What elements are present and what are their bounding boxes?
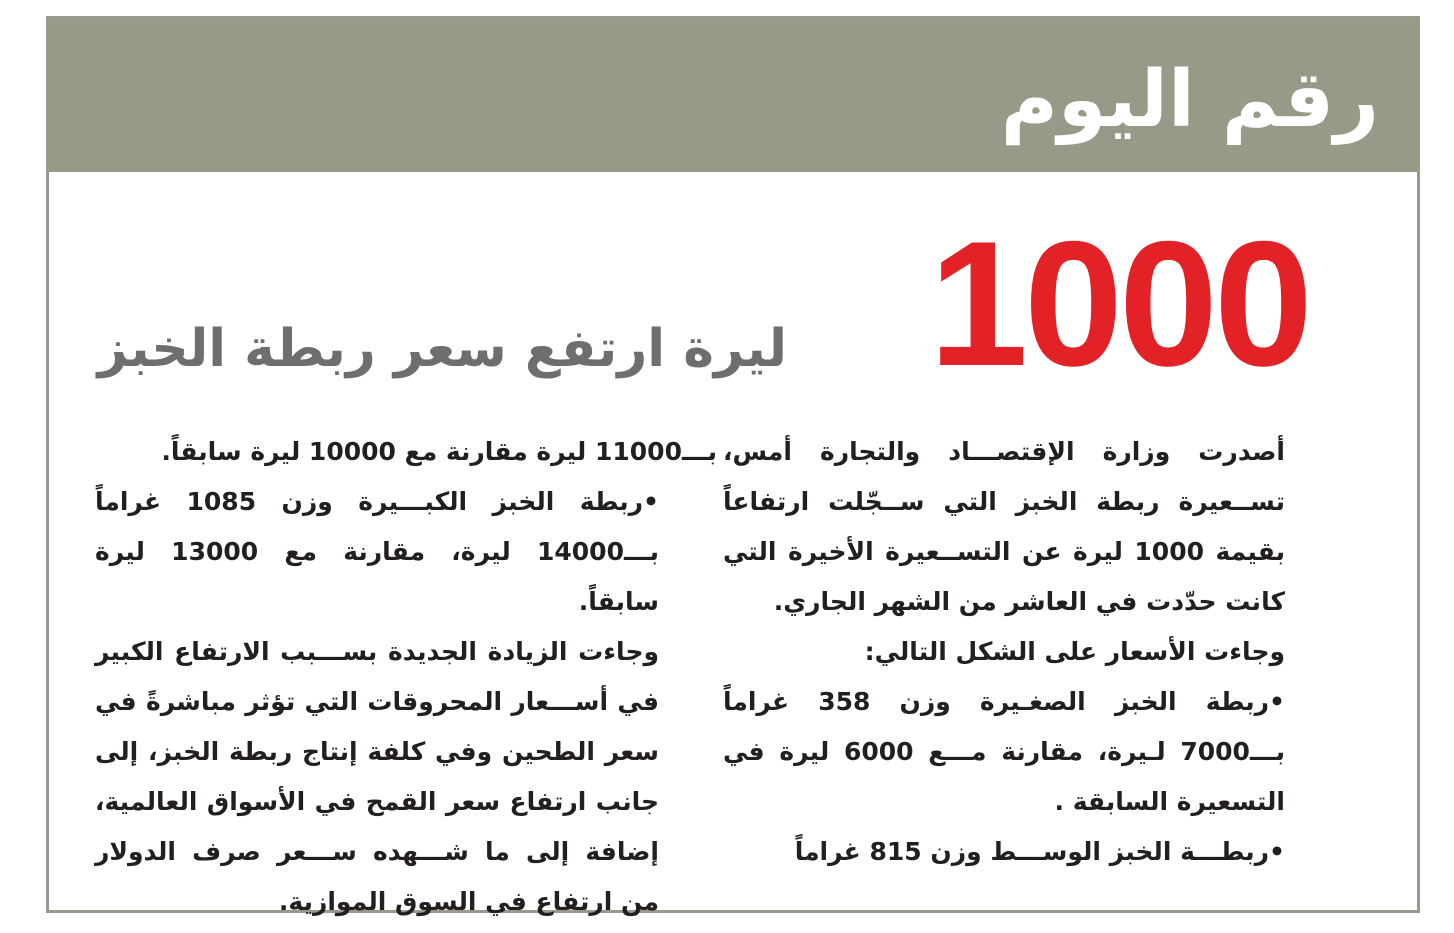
article-paragraph: بـــ11000 ليرة مقارنة مع 10000 ليرة سابقاً. (161, 437, 717, 466)
article-column-right (723, 427, 1343, 877)
article-paragraph: وجاءت الأسعار على الشكل التالي: (864, 637, 1285, 666)
section-title: رقم اليوم (1000, 55, 1379, 145)
article-bullet-item: •ربطة الخبز الكبـــيرة وزن 1085 غراماً بـــ14000 ليرة، مقارنة مع 13000 ليرة سابقاً. (95, 487, 659, 616)
header-band (49, 19, 1417, 172)
headline-subtitle: ليرة ارتفع سعر ربطة الخبز (97, 319, 787, 379)
article-bullet-item: •ربطـــة الخبز الوســـط وزن 815 غراماً (794, 837, 1285, 866)
article-paragraph: وجاءت الزيادة الجديدة بســـبب الارتفاع الكبير في أســـعار المحروقات التي تؤثر مباشرةً في سعر الطحين وفي كلفة إنتاج ربطة الخبز، إلى جانب ارتفاع سعر القمح في الأسواق العالمية، إضافة إلى ما شـــهده ســـعر صرف الدولار من ارتفاع في السوق الموازية. (95, 637, 659, 916)
article-column-left (95, 427, 717, 927)
headline-number: 1000 (929, 204, 1309, 403)
article-box (46, 16, 1420, 916)
article-paragraph: أصدرت وزارة الإقتصـــاد والتجارة أمس، تســعيرة ربطة الخبز التي ســجّلت ارتفاعاً بقيمة 1000 ليرة عن التســعيرة الأخيرة التي كانت حدّدت في العاشر من الشهر الجاري. (723, 437, 1285, 616)
article-bullet-item: •ربطة الخبز الصغـيرة وزن 358 غراماً بـــ7000 لـيرة، مقارنة مـــع 6000 ليرة في التسعيرة السابقة . (723, 687, 1285, 816)
